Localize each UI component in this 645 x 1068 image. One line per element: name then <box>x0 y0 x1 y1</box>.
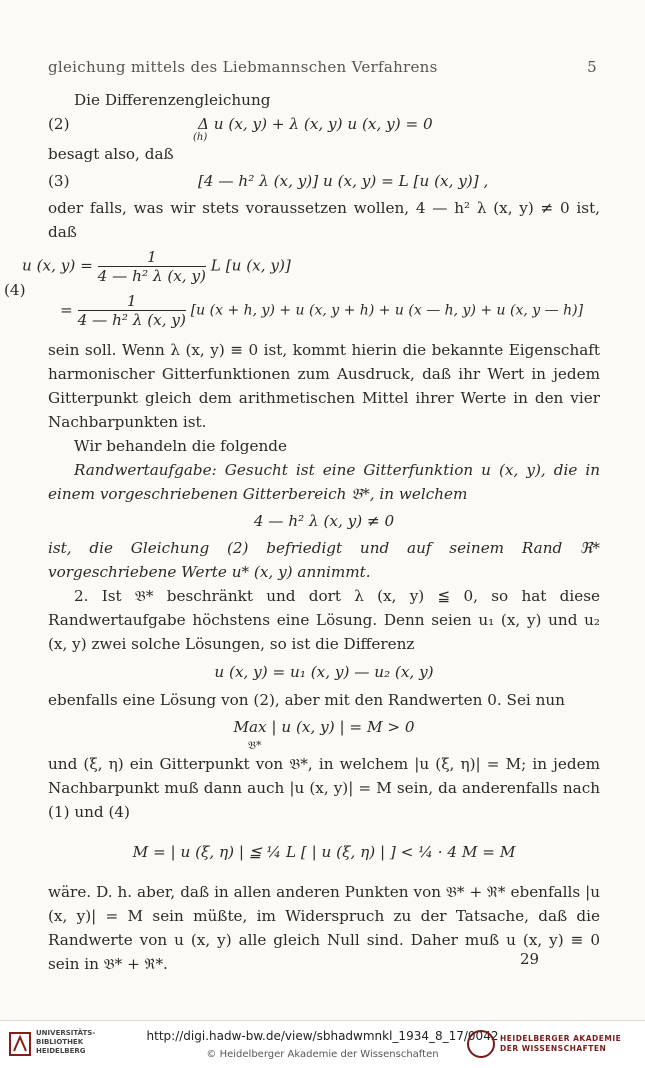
equation-4: (4) u (x, y) = $\frac{1}{\text{4 — h² λ (x, y)}}$ L [u (x, y)] = $\frac{1}{\text{4 — h² λ (x, y)}}$ [u (x + h, y) + u (x, y + h) + u (x — h, y) + u (x, y — h)] <box>4 248 584 329</box>
equation: [4 — h² λ (x, y)] u (x, y) = L [u (x, y)] , <box>198 172 489 190</box>
paragraph: und (ξ, η) ein Gitterpunkt von 𝔅*, in welchem |u (ξ, η)| = M; in jedem Nachbarpunkt muß dann auch |u (x, y)| = M sein, da anderenfalls nach (1) und (4) <box>48 755 600 821</box>
fraction: $\frac{1}{\text{4 — h² λ (x, y)}}$ <box>97 248 206 285</box>
header-page-number: 5 <box>587 58 597 76</box>
paragraph: wäre. D. h. aber, daß in allen anderen Punkten von 𝔅* + ℜ* ebenfalls |u (x, y)| = M sein müßte, im Widerspruch zu der Tatsache, daß die Randwerte von u (x, y) alle gleich Null sind. Daher muß u (x, y) ≡ 0 sein in 𝔅* + ℜ*. <box>48 883 600 973</box>
paragraph: Wir behandeln die folgende <box>74 437 288 455</box>
page-number: 29 <box>520 950 540 968</box>
permalink[interactable]: http://digi.hadw-bw.de/view/sbhadwmnkl_1934_8_17/0042 <box>146 1029 499 1043</box>
equation-number: (3) <box>48 172 70 190</box>
academy-name: HEIDELBERGER AKADEMIE DER WISSENSCHAFTEN <box>500 1034 622 1053</box>
copyright: © Heidelberger Akademie der Wissenschaften <box>206 1049 439 1060</box>
equation-3 <box>48 169 600 199</box>
equation: Δ u (x, y) + λ (x, y) u (x, y) = 0 <box>198 115 433 133</box>
paragraph: sein soll. Wenn λ (x, y) ≡ 0 ist, kommt hierin die bekannte Eigenschaft harmonischer Gitterfunktionen zum Ausdruck, daß ihr Wert in jedem Gitterpunkt gleich dem arithmetischen Mittel ihrer Werte in den vier Nachbarpunkten ist. <box>48 341 600 431</box>
paragraph: besagt also, daß <box>48 145 174 163</box>
equation-5: 4 — h² λ (x, y) ≠ 0 <box>253 512 395 530</box>
equation-8: M = | u (ξ, η) | ≦ ¼ L [ | u (ξ, η) | ] < ¼ · 4 M = M <box>132 843 516 861</box>
paragraph-theorem: Randwertaufgabe: Gesucht ist eine Gitterfunktion u (x, y), die in einem vorgeschriebenen Gitterbereich 𝔅*, in welchem <box>48 461 600 503</box>
paragraph: Die Differenzengleichung <box>74 91 271 109</box>
page-body <box>4 88 600 976</box>
equation-number: (4) <box>4 281 26 299</box>
paragraph-theorem: ist, die Gleichung (2) befriedigt und auf seinem Rand ℜ* vorgeschriebene Werte u* (x, y) annimmt. <box>48 539 600 581</box>
equation-2 <box>48 112 600 142</box>
equation-7: Max | u (x, y) | = M > 0 𝔅* <box>233 718 415 752</box>
paragraph: oder falls, was wir stets voraussetzen wollen, 4 — h² λ (x, y) ≠ 0 ist, daß <box>48 199 600 241</box>
paragraph: 2. Ist 𝔅* beschränkt und dort λ (x, y) ≦ 0, so hat diese Randwertaufgabe höchstens eine Lösung. Denn seien u₁ (x, y) und u₂ (x, y) zwei solche Lösungen, so ist die Differenz <box>48 587 600 653</box>
equation-rhs: [u (x + h, y) + u (x, y + h) + u (x — h, y) + u (x, y — h)] <box>190 302 584 319</box>
equation-subscript: (h) <box>193 132 208 143</box>
equation-number: (2) <box>48 115 70 133</box>
viewer-footer <box>0 1020 645 1068</box>
header-title: gleichung mittels des Liebmannschen Verfahrens <box>48 58 438 76</box>
paragraph: ebenfalls eine Lösung von (2), aber mit den Randwerten 0. Sei nun <box>48 691 565 709</box>
academy-logo-icon <box>467 1030 495 1058</box>
running-header <box>48 58 597 80</box>
equation-lhs: u (x, y) = <box>22 256 93 275</box>
equation-rhs: L [u (x, y)] <box>210 256 291 275</box>
fraction: $\frac{1}{\text{4 — h² λ (x, y)}}$ <box>77 292 186 329</box>
equation-6: u (x, y) = u₁ (x, y) — u₂ (x, y) <box>214 663 434 681</box>
library-name: UNIVERSITÄTS- BIBLIOTHEK HEIDELBERG <box>36 1029 96 1055</box>
